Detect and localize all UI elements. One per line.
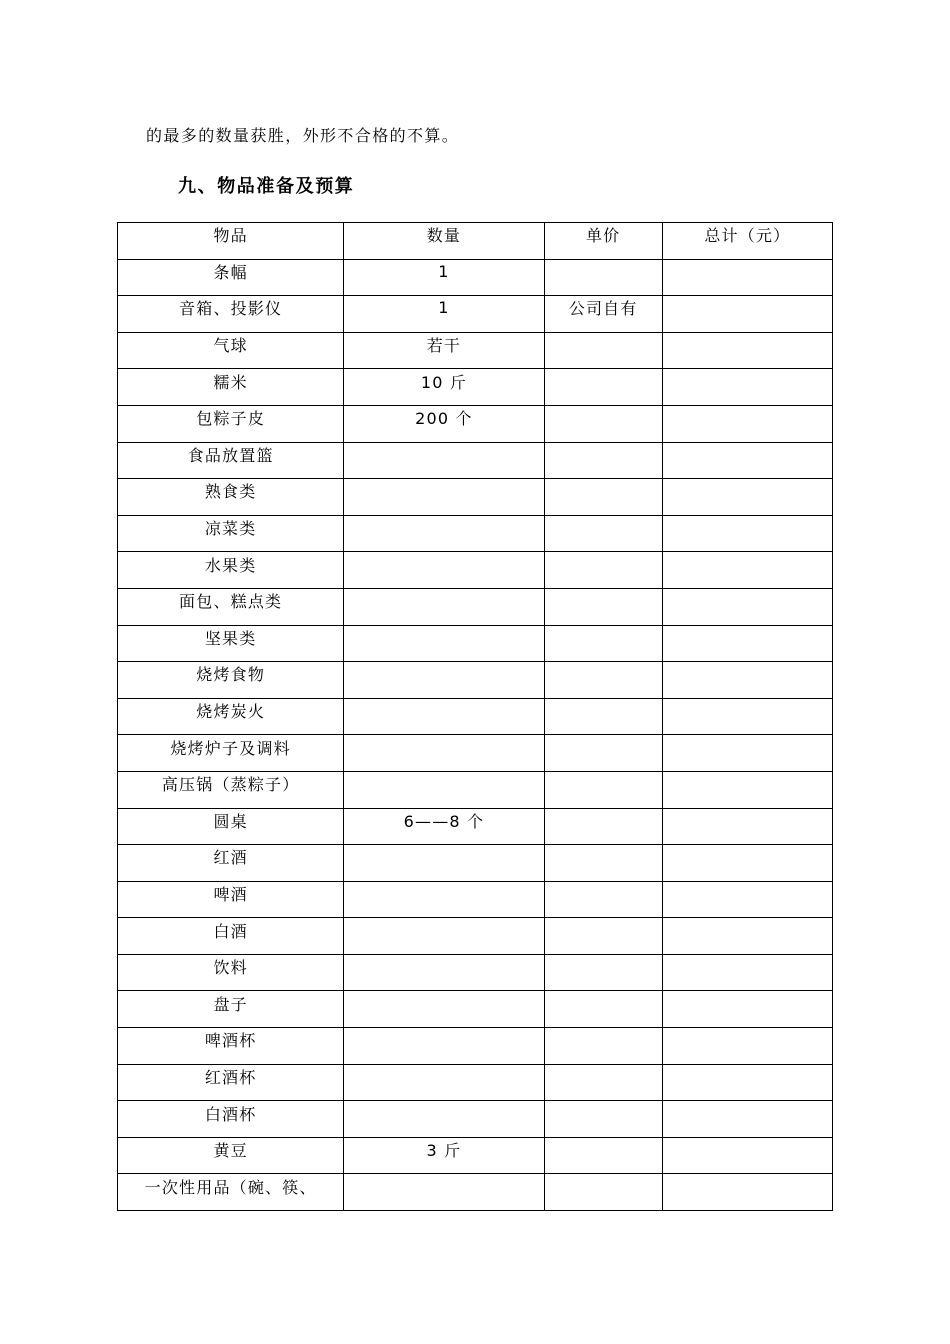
cell-item-text: 白酒杯 [204,1104,257,1124]
cell-price [544,1064,662,1101]
cell-qty-text: 10 斤 [420,372,468,392]
table-row [118,259,833,296]
cell-qty [344,808,544,845]
table-row [118,991,833,1028]
cell-qty [344,881,544,918]
cell-item-text: 坚果类 [204,628,257,648]
header-price [544,223,662,260]
header-price-label: 单价 [585,226,621,246]
cell-total [662,845,832,882]
cell-item [118,1028,344,1065]
cell-item-text: 气球 [213,336,248,356]
table-row [118,1174,833,1211]
cell-total [662,698,832,735]
header-total-label: 总计（元） [704,226,791,246]
header-total [662,223,832,260]
cell-item [118,735,344,772]
cell-item-text: 烧烤炉子及调料 [170,738,291,758]
cell-item [118,771,344,808]
cell-qty [344,1101,544,1138]
cell-item [118,808,344,845]
cell-price [544,479,662,516]
cell-item [118,588,344,625]
header-item-label: 物品 [213,226,248,246]
cell-item [118,1137,344,1174]
cell-qty [344,515,544,552]
cell-item-text: 烧烤炭火 [196,702,266,722]
cell-item-text: 白酒 [213,921,248,941]
cell-item-text: 圆桌 [213,811,248,831]
cell-qty [344,771,544,808]
cell-item [118,259,344,296]
cell-item-text: 面包、糕点类 [179,592,283,612]
cell-item-text: 条幅 [213,262,248,282]
cell-item-text: 啤酒杯 [204,1031,257,1051]
cell-item [118,1174,344,1211]
cell-item-text: 盘子 [213,994,248,1014]
cell-total [662,479,832,516]
cell-item-text: 凉菜类 [204,519,257,539]
cell-price-text: 公司自有 [568,299,638,319]
cell-qty-text: 3 斤 [426,1141,462,1161]
cell-qty [344,845,544,882]
cell-qty-text: 6——8 个 [403,811,485,831]
cell-item [118,1064,344,1101]
table-row [118,1137,833,1174]
cell-item-text: 黄豆 [213,1141,248,1161]
cell-qty [344,259,544,296]
table-row [118,771,833,808]
cell-qty [344,479,544,516]
cell-item-text: 烧烤食物 [196,665,266,685]
cell-item [118,698,344,735]
cell-item-text: 一次性用品（碗、筷、 [144,1177,317,1197]
table-row [118,625,833,662]
cell-qty [344,588,544,625]
table-header-row [118,223,833,260]
cell-item-text: 食品放置篮 [187,445,274,465]
cell-qty [344,332,544,369]
header-qty [344,223,544,260]
cell-qty [344,662,544,699]
cell-qty [344,369,544,406]
cell-price [544,259,662,296]
intro-text: 的最多的数量获胜，外形不合格的不算。 [146,126,460,145]
cell-total [662,991,832,1028]
table-row [118,332,833,369]
header-item [118,223,344,260]
cell-qty [344,735,544,772]
cell-qty [344,698,544,735]
table-row [118,662,833,699]
cell-price [544,954,662,991]
cell-total [662,369,832,406]
cell-item [118,845,344,882]
cell-item-text: 饮料 [213,958,248,978]
cell-total [662,515,832,552]
cell-qty [344,552,544,589]
cell-price [544,808,662,845]
cell-qty-text: 200 个 [415,409,473,429]
cell-total [662,1101,832,1138]
cell-price [544,296,662,333]
cell-price [544,662,662,699]
table-row [118,881,833,918]
budget-table [117,222,833,1211]
cell-item-text: 红酒 [213,848,248,868]
cell-price [544,1028,662,1065]
cell-total [662,625,832,662]
cell-price [544,588,662,625]
cell-price [544,991,662,1028]
cell-qty [344,1137,544,1174]
table-row [118,515,833,552]
cell-item [118,332,344,369]
cell-item [118,991,344,1028]
cell-item-text: 糯米 [213,372,248,392]
cell-item-text: 包粽子皮 [196,409,266,429]
cell-item [118,881,344,918]
cell-price [544,1101,662,1138]
table-row [118,479,833,516]
cell-item-text: 水果类 [204,555,257,575]
table-body [118,259,833,1210]
cell-total [662,735,832,772]
cell-price [544,918,662,955]
cell-total [662,662,832,699]
cell-price [544,552,662,589]
cell-total [662,954,832,991]
table-row [118,369,833,406]
table-row [118,808,833,845]
cell-total [662,771,832,808]
header-qty-label: 数量 [426,226,462,246]
cell-item [118,625,344,662]
cell-qty [344,918,544,955]
cell-item [118,442,344,479]
cell-qty [344,1028,544,1065]
cell-item-text: 啤酒 [213,884,248,904]
cell-price [544,1174,662,1211]
cell-total [662,259,832,296]
cell-item [118,479,344,516]
cell-item-text: 熟食类 [204,482,257,502]
cell-total [662,808,832,845]
cell-item-text: 红酒杯 [204,1067,257,1087]
table-row [118,698,833,735]
cell-item [118,369,344,406]
table-row [118,588,833,625]
table-row [118,918,833,955]
table-row [118,954,833,991]
cell-qty [344,405,544,442]
cell-price [544,698,662,735]
cell-total [662,1028,832,1065]
cell-price [544,845,662,882]
cell-total [662,442,832,479]
cell-price [544,442,662,479]
section-heading: 九、物品准备及预算 [178,176,355,197]
cell-price [544,625,662,662]
cell-item [118,515,344,552]
cell-total [662,552,832,589]
cell-item [118,552,344,589]
cell-total [662,918,832,955]
cell-price [544,369,662,406]
cell-price [544,515,662,552]
cell-qty [344,442,544,479]
cell-qty [344,1064,544,1101]
cell-total [662,405,832,442]
cell-item [118,662,344,699]
cell-item [118,405,344,442]
cell-price [544,405,662,442]
cell-qty-text: 1 [438,261,450,281]
cell-total [662,332,832,369]
table-row [118,442,833,479]
cell-qty [344,954,544,991]
cell-price [544,881,662,918]
cell-price [544,735,662,772]
cell-qty-text: 若干 [426,336,462,356]
cell-price [544,1137,662,1174]
cell-price [544,771,662,808]
table-row [118,1101,833,1138]
table-row [118,552,833,589]
cell-total [662,881,832,918]
cell-qty-text: 1 [438,298,450,318]
table-row [118,735,833,772]
cell-item-text: 音箱、投影仪 [179,299,283,319]
cell-item-text: 高压锅（蒸粽子） [161,775,300,795]
table-row [118,1028,833,1065]
cell-qty [344,991,544,1028]
table-row [118,296,833,333]
cell-item [118,954,344,991]
cell-qty [344,1174,544,1211]
cell-total [662,1064,832,1101]
cell-total [662,1174,832,1211]
table-row [118,405,833,442]
cell-total [662,296,832,333]
cell-qty [344,296,544,333]
cell-total [662,1137,832,1174]
cell-item [118,296,344,333]
table-row [118,845,833,882]
cell-item [118,918,344,955]
table-row [118,1064,833,1101]
cell-total [662,588,832,625]
cell-price [544,332,662,369]
cell-qty [344,625,544,662]
cell-item [118,1101,344,1138]
